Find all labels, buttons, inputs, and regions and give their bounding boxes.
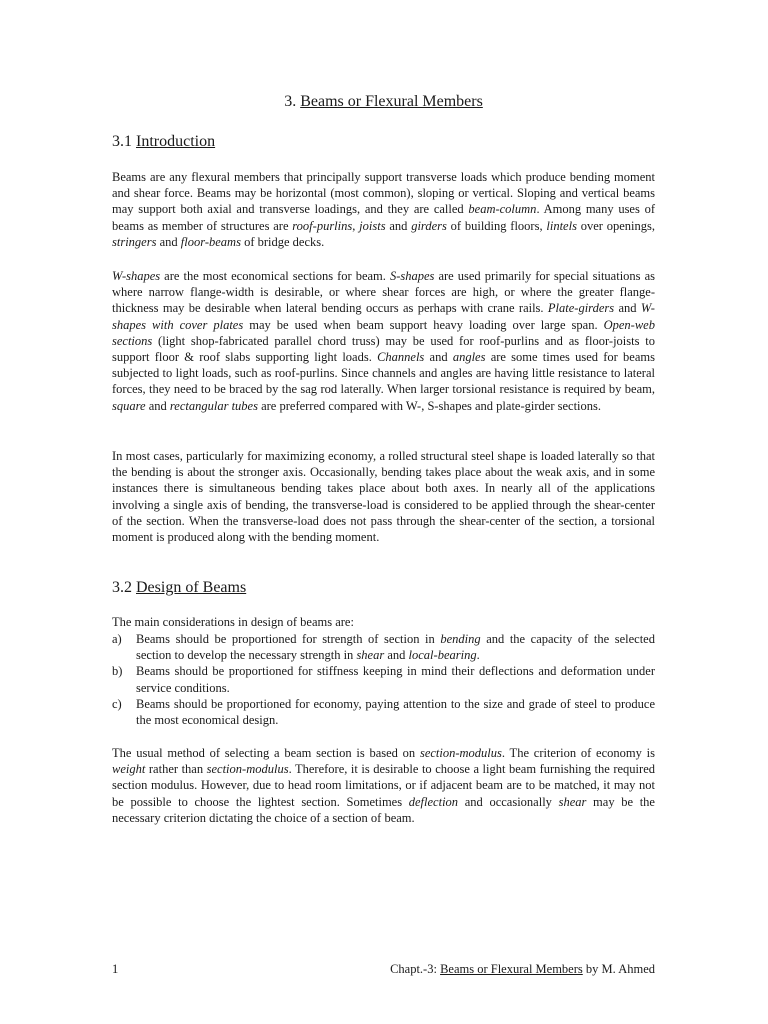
italic-term: lintels (546, 218, 577, 233)
italic-term: roof-purlins (292, 218, 353, 233)
chapter-number: 3. (284, 93, 297, 110)
italic-term: shear (558, 794, 587, 809)
text-run: and (156, 234, 181, 249)
paragraph-section-modulus (112, 745, 655, 826)
text-run: Beams should be proportioned for stiffness keeping in mind their deflections and deformation under service conditions. (136, 664, 655, 695)
text-run: In most cases, particularly for maximizing economy, a rolled structural steel shape is loaded laterally so that the bending is about the stronger axis. Occasionally, bending takes place about the weak axis, and in some instances there is simultaneous bending takes place about both axes. In nearly all of the applications involving a single axis of bending, the transverse-load is considered to be applied through the shear-center of the section. When the transverse-load does not pass through the shear-center of the section, a torsional moment is produced along with the bending moment. (112, 449, 655, 545)
italic-term: bending (440, 632, 481, 646)
text-run: Beams are any flexural members that principally support transverse loads which produce bending moment and shear force. Beams may be horizontal (most common), sloping or vertical. Sloping and vertical beams may support both axial and transverse loadings, and they are called (112, 170, 655, 217)
italic-term: beam-column (468, 202, 537, 217)
italic-term: Channels (377, 350, 425, 365)
italic-term: joists (359, 218, 386, 233)
italic-term: local-bearing (408, 648, 477, 663)
text-run: may be used when beam support heavy loading over large span. (243, 317, 604, 332)
chapter-title (112, 93, 655, 111)
text-run: . The criterion of economy is (501, 746, 655, 760)
italic-term: angles (452, 350, 486, 365)
list-marker: b) (112, 664, 123, 679)
footer-chapter: Beams or Flexural Members (440, 962, 583, 976)
paragraph-bending-axis (112, 448, 655, 545)
text-run: , (352, 218, 360, 233)
section-title: Design of Beams (136, 579, 247, 596)
section-heading-design (112, 579, 246, 597)
list-item (112, 696, 655, 728)
text-run: are preferred compared with W-, S-shapes and plate-girder sections. (257, 398, 602, 413)
paragraph-shapes (112, 268, 655, 414)
italic-term: square (112, 398, 146, 413)
footer-author: by M. Ahmed (582, 962, 655, 976)
text-run: over openings, (576, 218, 655, 233)
text-run: and (384, 648, 409, 663)
italic-term: section-modulus (206, 762, 289, 777)
italic-term: rectangular tubes (169, 398, 258, 413)
paragraph-beams-definition (112, 169, 655, 250)
italic-term: floor-beams (180, 234, 241, 249)
text-run: are the most economical sections for beam. (160, 269, 390, 283)
list-item (112, 631, 655, 663)
considerations-list (112, 631, 655, 728)
text-run: may be the necessary criterion dictating the choice of a section of beam. (112, 794, 655, 825)
footer-credit (390, 962, 655, 977)
text-run: . (476, 648, 480, 663)
italic-term: Plate-girders (547, 301, 615, 316)
text-run: and the capacity of the selected section to develop the necessary strength in (136, 632, 655, 663)
italic-term: deflection (408, 794, 459, 809)
text-run: of bridge decks. (240, 234, 325, 249)
italic-term: girders (411, 218, 447, 233)
italic-term: stringers (112, 234, 157, 249)
list-marker: c) (112, 696, 122, 711)
text-run: and occasionally (458, 794, 559, 809)
text-run: . Among many uses of beams as member of structures are (112, 202, 655, 233)
italic-term: W-shapes with cover plates (112, 301, 655, 332)
page-number: 1 (112, 962, 119, 976)
italic-term: W-shapes (112, 269, 161, 283)
text-run: of building floors, (446, 218, 547, 233)
italic-term: S-shapes (389, 269, 435, 283)
italic-term: section-modulus (419, 746, 502, 760)
text-run: are used primarily for special situations as where narrow flange-width is desirable, or where shear forces are high, or where the greater flange-thickness may be desirable when lateral bending occurs as perhaps with crane rails. (112, 269, 655, 316)
text-run: and (424, 350, 453, 365)
text-run: and (145, 398, 170, 413)
italic-term: weight (112, 762, 146, 777)
italic-term: Open-web sections (112, 317, 655, 348)
text-run: The usual method of selecting a beam section is based on (112, 746, 420, 760)
italic-term: shear (356, 648, 385, 663)
list-intro: The main considerations in design of beams are: (112, 615, 354, 629)
section-number: 3.1 (112, 133, 132, 150)
section-heading-introduction (112, 133, 215, 151)
chapter-title-text: Beams or Flexural Members (300, 93, 483, 110)
text-run: Beams should be proportioned for strength of section in (136, 632, 441, 646)
text-run: are some times used for beams subjected to light loads, such as roof-purlins. Since channels and angles are having little resistance to lateral forces, they need to be braced by the sag rod laterally. When larger torsional resistance is required by beam, (112, 350, 655, 397)
section-title: Introduction (136, 133, 216, 150)
text-run: . Therefore, it is desirable to choose a light beam furnishing the required section modulus. However, due to head room limitations, or if adjacent beam are to be matched, it may not be possible to choose the lightest section. Sometimes (112, 762, 655, 809)
text-run: Beams should be proportioned for economy, paying attention to the size and grade of steel to produce the most economical design. (136, 696, 655, 728)
list-item (112, 663, 655, 695)
text-run: (light shop-fabricated parallel chord truss) may be used for roof-purlins and as floor-joists to support floor & roof slabs supporting light loads. (112, 333, 655, 365)
text-run: and (614, 301, 641, 316)
footer-prefix: Chapt.-3: (390, 962, 441, 976)
text-run: rather than (145, 762, 207, 777)
section-number: 3.2 (112, 579, 132, 596)
text-run: and (385, 218, 412, 233)
list-marker: a) (112, 632, 122, 646)
